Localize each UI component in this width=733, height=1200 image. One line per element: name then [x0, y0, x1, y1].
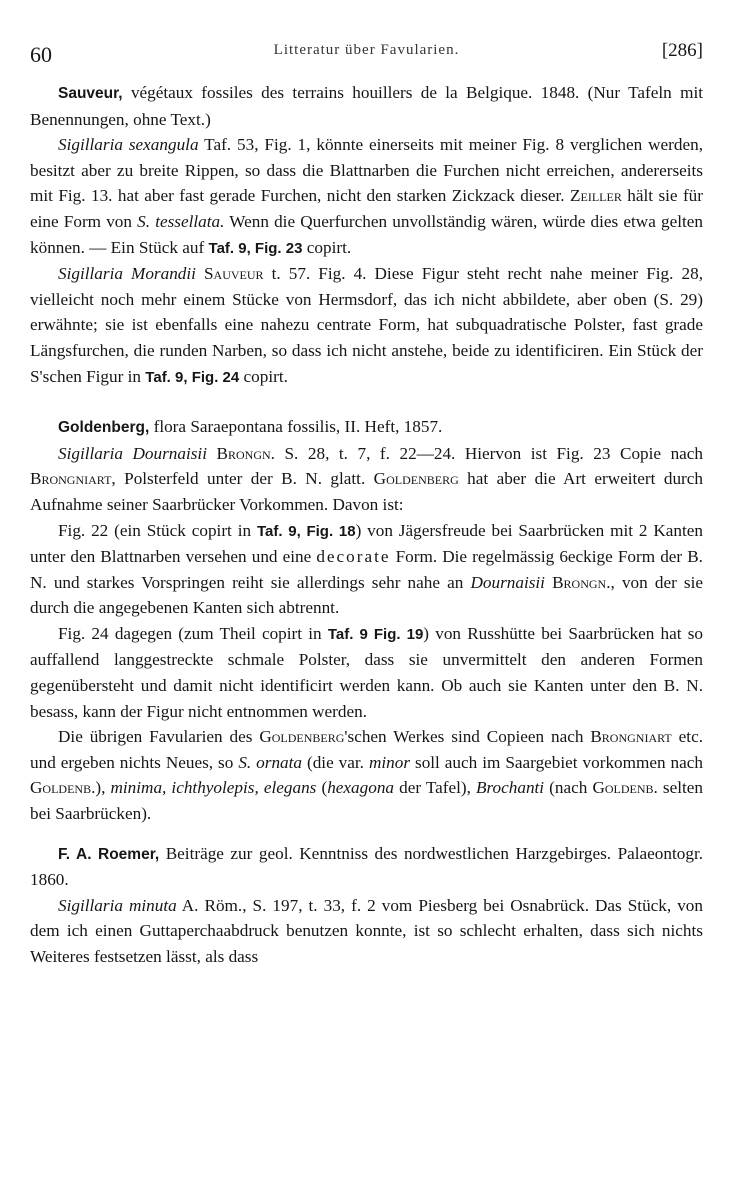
author-ref: Goldenberg	[259, 727, 345, 747]
author-name: Goldenberg,	[58, 419, 150, 437]
body-text: ) von Russhütte bei Saarbrücken hat so auffallend langgestreckte schmale Polster, dass sie unvermittelt den anderen Formen gegenübersteht und damit nicht identificirt werden kann. Ob auch sie Kanten unter den B. N. besass, kann der Figur nicht entnommen werden.	[30, 623, 703, 721]
paragraph-fig-24	[30, 621, 703, 724]
bracket-page-number: [286]	[661, 40, 703, 61]
body-text: copirt.	[239, 366, 288, 386]
body-text: Wenn die Querfurchen unvollständig wären, würde dies etwa gelten können. — Ein Stück auf	[30, 211, 703, 257]
body-text: S. 28, t. 7, f. 22—24. Hiervon ist Fig. 23 Copie nach	[274, 443, 704, 463]
body-text: soll auch im Saargebiet vorkommen nach	[410, 752, 704, 772]
body-text: , von der sie durch die angegebenen Kanten sich abtrennt.	[30, 572, 704, 618]
citation: végétaux fossiles des terrains houillers de la Belgique. 1848. (Nur Tafeln mit Benennungen, ohne Text.)	[30, 83, 704, 129]
body-text: hat aber die Art erweitert durch Aufnahme seiner Saarbrücker Vorkommen. Davon ist:	[30, 469, 703, 514]
author-ref: Brongniart	[30, 469, 112, 489]
plate-ref: Taf. 9 Fig. 19	[327, 625, 424, 643]
author-ref: Goldenb.	[30, 778, 96, 798]
body-text: hält sie für eine Form von	[30, 186, 703, 231]
species-name: Sigillaria Dournaisii	[58, 443, 207, 463]
entry-roemer-heading	[30, 841, 703, 893]
paragraph-sigillaria-dournaisii	[30, 441, 703, 518]
body-text: (	[316, 778, 328, 798]
body-text: t. 57. Fig. 4. Diese Figur steht recht nahe meiner Fig. 28, vielleicht noch mehr einem Stücke von Hermsdorf, das ich nicht abbildete, aber oben (S. 29) erwähnte; sie ist ebenfalls eine nahezu centrate Form, hat subquadratische Polster, fast grade Längsfurchen, die runden Narben, so dass ich nicht anstehe, beide zu identificiren. Ein Stück der S'schen Figur in	[30, 264, 703, 386]
spaced-term: decorate	[316, 547, 391, 567]
author-ref: Brongn.	[216, 443, 275, 463]
author-ref: Goldenberg	[373, 469, 459, 489]
species-ref: hexagona	[327, 778, 395, 798]
body-text: , Polsterfeld unter der B. N. glatt.	[111, 469, 374, 489]
species-ref: S. ornata	[238, 752, 303, 772]
plate-ref: Taf. 9, Fig. 24	[145, 368, 240, 386]
body-text: ),	[95, 778, 111, 798]
author-name: Sauveur,	[58, 85, 123, 102]
plate-ref: Taf. 9, Fig. 18	[256, 522, 356, 540]
page-header	[30, 40, 703, 80]
body-text: selten bei Saarbrücken).	[30, 778, 703, 824]
body-text: etc. und ergeben nichts Neues, so	[30, 727, 703, 772]
author-ref: Sauveur	[204, 264, 264, 284]
species-ref: minima, ichthyolepis, elegans	[110, 778, 317, 798]
body-text: Fig. 24 dagegen (zum Theil copirt in	[58, 623, 328, 643]
body-text: ) von Jägersfreude bei Saarbrücken mit 2 Kanten unter den Blattnarben versehen und eine	[30, 520, 703, 567]
paragraph-sigillaria-minuta	[30, 893, 703, 970]
species-name: Sigillaria sexangula	[58, 135, 199, 155]
body-text: copirt.	[302, 237, 352, 257]
plate-ref: Taf. 9, Fig. 23	[208, 239, 303, 257]
paragraph-sigillaria-sexangula	[30, 132, 703, 261]
author-name: F. A. Roemer,	[58, 845, 160, 863]
body-text: Fig. 22 (ein Stück copirt in	[58, 520, 257, 540]
body-text: Die übrigen Favularien des	[58, 727, 260, 747]
body-text: der Tafel),	[394, 778, 476, 798]
entry-goldenberg-heading	[30, 414, 703, 441]
citation: flora Saraepontana fossilis, II. Heft, 1857.	[153, 417, 443, 437]
section-gap	[30, 390, 703, 414]
section-gap	[30, 827, 703, 841]
species-ref: minor	[368, 752, 411, 772]
body-text: Form. Die regelmässig 6eckige Form der B. N. und starkes Vorspringen reiht sie allerdings sehr nahe an	[30, 547, 703, 592]
paragraph-sigillaria-morandii	[30, 261, 703, 390]
species-name: Sigillaria Morandii	[58, 264, 196, 284]
species-ref: S. tessellata.	[137, 211, 225, 231]
author-ref: Zeiller	[570, 186, 622, 206]
page-body	[30, 80, 703, 970]
body-text: (die var.	[302, 752, 369, 772]
author-ref: Goldenb.	[592, 778, 658, 798]
species-ref: Dournaisii	[470, 572, 545, 592]
body-text: (nach	[544, 778, 593, 798]
entry-sauveur-heading	[30, 80, 703, 132]
citation: Beiträge zur geol. Kenntniss des nordwestlichen Harzgebirges. Palaeontogr. 1860.	[30, 843, 704, 890]
paragraph-other-favularien	[30, 724, 703, 826]
body-text: Taf. 53, Fig. 1, könnte einerseits mit meiner Fig. 8 verglichen werden, besitzt aber zu breite Rippen, so dass die Blattnarben die Furchen nicht erreichen, andererseits mit Fig. 13. hat aber fast gerade Furchen, nicht den starken Zickzack dieser.	[30, 135, 703, 206]
body-text: A. Röm., S. 197, t. 33, f. 2 vom Piesberg bei Osnabrück. Das Stück, von dem ich einen Guttaperchaabdruck benutzen konnte, ist so schlecht erhalten, dass sich nichts Weiteres festsetzen lässt, als dass	[30, 895, 703, 966]
author-ref: Brongniart	[590, 727, 672, 747]
species-ref: Brochanti	[475, 778, 545, 798]
author-ref: Brongn.	[552, 572, 611, 592]
body-text: 'schen Werkes sind Copieen nach	[344, 727, 591, 747]
running-title: Litteratur über Favularien.	[273, 42, 460, 58]
paragraph-fig-22	[30, 518, 703, 621]
species-name: Sigillaria minuta	[58, 895, 177, 915]
page-number: 60	[30, 42, 52, 67]
